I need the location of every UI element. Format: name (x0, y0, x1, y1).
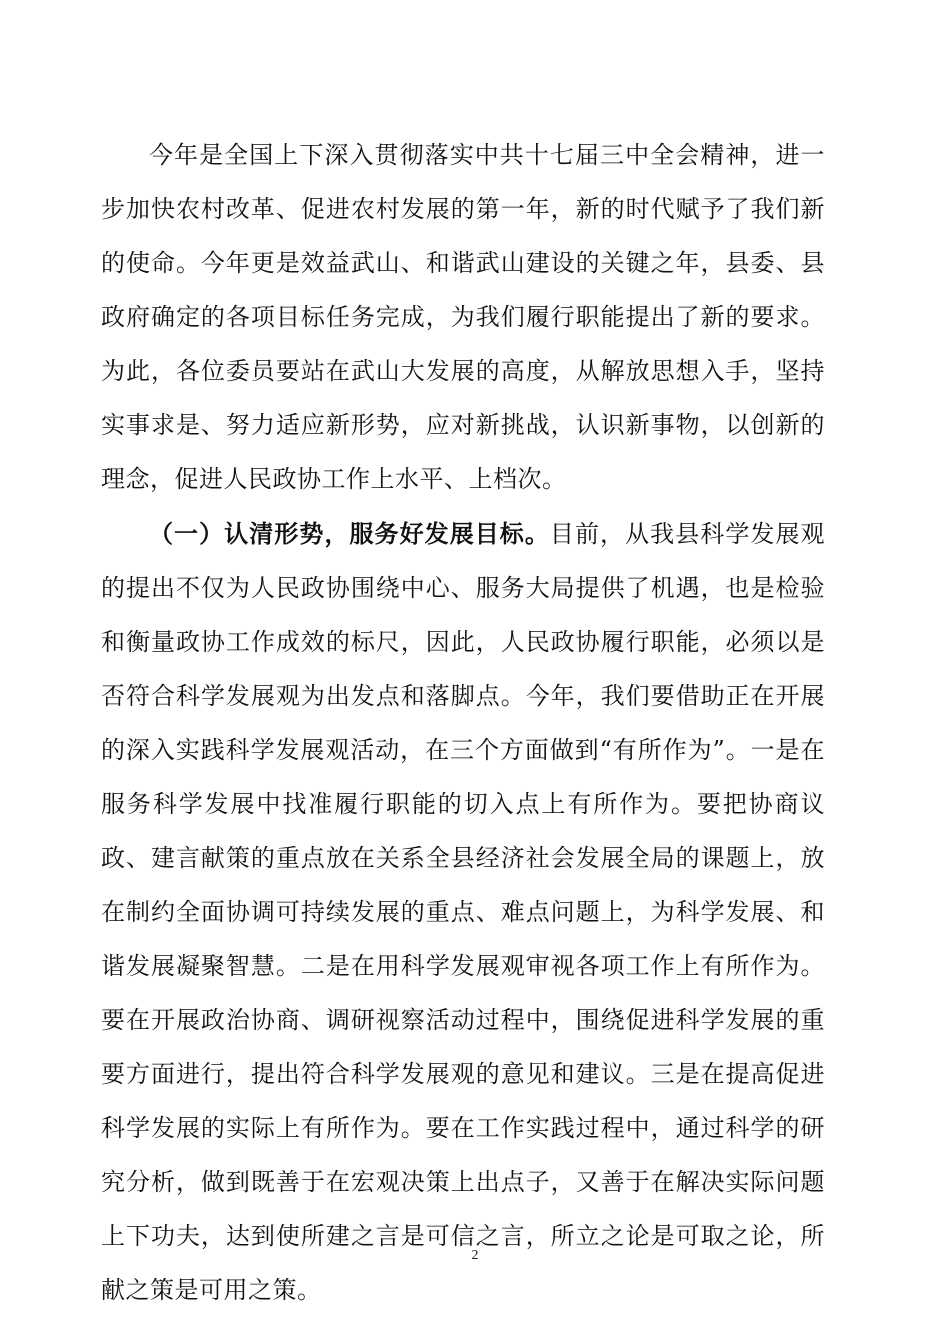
section-body-text: 目前，从我县科学发展观的提出不仅为人民政协围绕中心、服务大局提供了机遇，也是检验和衡量政协工作成效的标尺，因此，人民政协履行职能，必须以是否符合科学发展观为出发点和落脚点。今年，我们要借助正在开展的深入实践科学发展观活动，在三个方面做到“有所作为”。一是在服务科学发展中找准履行职能的切入点上有所作为。要把协商议政、建言献策的重点放在关系全县经济社会发展全局的课题上，放在制约全面协调可持续发展的重点、难点问题上，为科学发展、和谐发展凝聚智慧。二是在用科学发展观审视各项工作上有所作为。要在开展政治协商、调研视察活动过程中，围绕促进科学发展的重要方面进行，提出符合科学发展观的意见和建议。三是在提高促进科学发展的实际上有所作为。要在工作实践过程中，通过科学的研究分析，做到既善于在宏观决策上出点子，又善于在解决实际问题上下功夫，达到使所建之言是可信之言，所立之论是可取之论，所献之策是可用之策。 (101, 520, 825, 1304)
page-number: 2 (471, 1248, 479, 1263)
paragraph-section-one (101, 507, 825, 1317)
document-body (101, 128, 825, 1317)
section-heading: （一）认清形势，服务好发展目标。 (149, 519, 550, 548)
paragraph-intro: 今年是全国上下深入贯彻落实中共十七届三中全会精神，进一步加快农村改革、促进农村发展的第一年，新的时代赋予了我们新的使命。今年更是效益武山、和谐武山建设的关键之年，县委、县政府确定的各项目标任务完成，为我们履行职能提出了新的要求。为此，各位委员要站在武山大发展的高度，从解放思想入手，坚持实事求是、努力适应新形势，应对新挑战，认识新事物，以创新的理念，促进人民政协工作上水平、上档次。 (101, 141, 825, 493)
